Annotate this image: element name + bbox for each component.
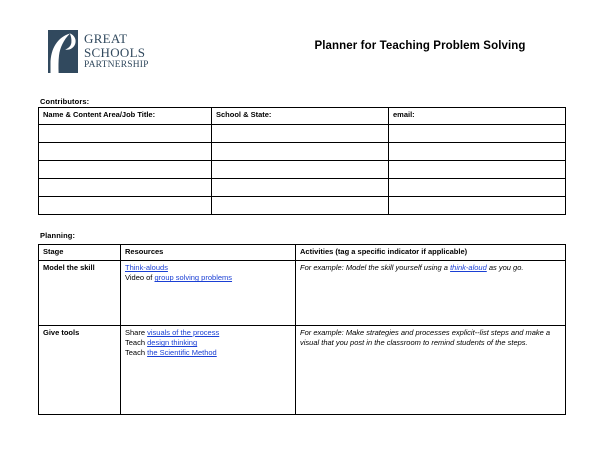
activity-example-text: For example: Make strategies and processes explicit--list steps and make a visual that you post in the classroom to remind students of the steps. [300,328,551,348]
column-header-school-state: School & State: [212,108,389,125]
contributor-email-field[interactable] [389,197,566,215]
activities-cell-model-the-skill [296,261,566,326]
planning-section-label: Planning: [40,231,76,240]
column-header-name-content-area: Name & Content Area/Job Title: [39,108,212,125]
contributor-email-field[interactable] [389,161,566,179]
wordmark-line-1: GREAT [84,31,128,46]
table-row [39,326,566,415]
table-row [39,125,566,143]
resource-link-design-thinking[interactable]: design thinking [147,338,198,348]
resource-item [125,273,291,283]
contributor-name-field[interactable] [39,125,212,143]
contributor-name-field[interactable] [39,161,212,179]
resource-item [125,348,291,358]
activity-example-text [300,263,523,272]
table-row [39,261,566,326]
contributor-school-field[interactable] [212,143,389,161]
contributor-email-field[interactable] [389,179,566,197]
brand-logo [48,30,149,73]
contributor-name-field[interactable] [39,143,212,161]
table-row [39,179,566,197]
column-header-resources: Resources [121,245,296,261]
contributor-email-field[interactable] [389,125,566,143]
resource-item [125,263,291,273]
table-row [39,143,566,161]
contributor-school-field[interactable] [212,179,389,197]
contributors-table [38,107,566,215]
brand-wordmark [84,32,149,70]
resource-item [125,338,291,348]
resource-item [125,328,291,338]
resource-link-think-alouds[interactable]: Think-alouds [125,263,168,272]
contributor-school-field[interactable] [212,197,389,215]
wordmark-line-2: SCHOOLS [84,44,146,60]
resource-prefix: Teach [125,348,148,358]
contributor-school-field[interactable] [212,161,389,179]
great-schools-partnership-logo-icon [48,30,78,73]
resource-prefix: Share [125,328,148,337]
page-title: Planner for Teaching Problem Solving [314,40,526,52]
activity-link-think-aloud[interactable]: think-aloud [450,263,487,272]
stage-model-the-skill: Model the skill [39,261,121,326]
contributor-name-field[interactable] [39,179,212,197]
stage-give-tools: Give tools [39,326,121,415]
activities-cell-give-tools [296,326,566,415]
resource-link-group-solving-problems[interactable]: group solving problems [154,273,233,283]
table-row [39,161,566,179]
resource-link-the-scientific-method[interactable]: the Scientific Method [147,348,217,358]
activity-text-after: as you go. [486,263,524,272]
activity-text-before: For example: Model the skill yourself using a [300,263,451,272]
contributor-name-field[interactable] [39,197,212,215]
planning-table [38,244,566,415]
resource-prefix: Teach [125,338,148,348]
column-header-activities: Activities (tag a specific indicator if applicable) [296,245,566,261]
contributor-email-field[interactable] [389,143,566,161]
table-header-row [39,108,566,125]
resource-link-visuals-of-the-process[interactable]: visuals of the process [147,328,220,337]
document-header [38,24,565,86]
table-header-row [39,245,566,261]
resources-cell-give-tools [121,326,296,415]
contributor-school-field[interactable] [212,125,389,143]
resource-prefix: Video of [125,273,155,283]
column-header-stage: Stage [39,245,121,261]
contributors-section-label: Contributors: [40,97,90,106]
column-header-email: email: [389,108,566,125]
table-row [39,197,566,215]
resources-cell-model-the-skill [121,261,296,326]
wordmark-line-3: PARTNERSHIP [84,59,149,70]
